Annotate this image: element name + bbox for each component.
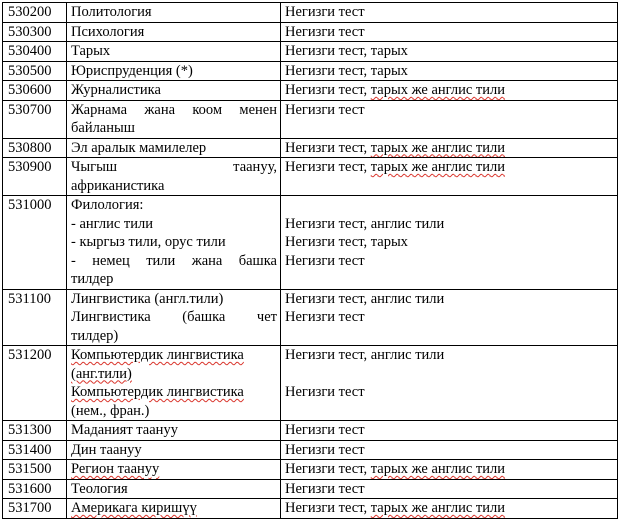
specialty-code: 530800 xyxy=(3,138,67,158)
specialty-code: 531200 xyxy=(3,346,67,421)
table-row xyxy=(3,196,618,290)
exam-requirement: Негизги тест, тарых же англис тили xyxy=(281,499,618,519)
table-row xyxy=(3,479,618,499)
specialty-code: 531300 xyxy=(3,421,67,441)
specialty-name: Филология: - англис тили - кыргыз тили, орус тили - немец тили жана башка тилдер xyxy=(67,196,281,290)
table-row xyxy=(3,61,618,81)
specialty-name: Компьютердик лингвистика (анг.тили) Компьютердик лингвистика (нем., фран.) xyxy=(67,346,281,421)
exam-requirement: Негизги тест, тарых же англис тили xyxy=(281,81,618,101)
specialty-code: 530500 xyxy=(3,61,67,81)
table-row xyxy=(3,346,618,421)
table-row xyxy=(3,3,618,23)
specialty-name: Эл аралык мамилелер xyxy=(67,138,281,158)
specialty-name: Жарнама жана коом менен байланыш xyxy=(67,100,281,138)
specialty-code: 530200 xyxy=(3,3,67,23)
exam-requirement: Негизги тест xyxy=(281,100,618,138)
specialty-name: Журналистика xyxy=(67,81,281,101)
exam-requirement: Негизги тест xyxy=(281,22,618,42)
table-row xyxy=(3,81,618,101)
exam-requirement: Негизги тест xyxy=(281,479,618,499)
exam-requirement: Негизги тест, англис тили Негизги тест xyxy=(281,346,618,421)
exam-requirement: Негизги тест, тарых xyxy=(281,42,618,62)
specialty-code: 530700 xyxy=(3,100,67,138)
table-row xyxy=(3,138,618,158)
table-row xyxy=(3,440,618,460)
specialty-name: Юриспруденция (*) xyxy=(67,61,281,81)
specialty-code: 530400 xyxy=(3,42,67,62)
table-row xyxy=(3,460,618,480)
exam-requirement: Негизги тест xyxy=(281,421,618,441)
specialty-name: Психология xyxy=(67,22,281,42)
specialty-code: 530300 xyxy=(3,22,67,42)
table-row xyxy=(3,100,618,138)
specialty-name: Политология xyxy=(67,3,281,23)
specialty-name: Америкага киришүү xyxy=(67,499,281,519)
exam-requirement: Негизги тест, тарых же англис тили xyxy=(281,460,618,480)
exam-requirement: Негизги тест xyxy=(281,3,618,23)
specialty-code: 530900 xyxy=(3,158,67,196)
specialty-code: 531600 xyxy=(3,479,67,499)
specialty-name: Регион таануу xyxy=(67,460,281,480)
specialty-code: 531000 xyxy=(3,196,67,290)
specialty-table xyxy=(2,2,618,519)
table-row xyxy=(3,42,618,62)
specialty-name: Тарых xyxy=(67,42,281,62)
table-row xyxy=(3,158,618,196)
exam-requirement: Негизги тест xyxy=(281,440,618,460)
specialty-code: 530600 xyxy=(3,81,67,101)
specialty-code: 531500 xyxy=(3,460,67,480)
specialty-code: 531100 xyxy=(3,289,67,346)
table-row xyxy=(3,289,618,346)
exam-requirement: Негизги тест, тарых же англис тили xyxy=(281,138,618,158)
table-row xyxy=(3,499,618,519)
specialty-name: Чыгыш таануу, африканистика xyxy=(67,158,281,196)
specialty-code: 531400 xyxy=(3,440,67,460)
exam-requirement: Негизги тест, англис тили Негизги тест, тарых Негизги тест xyxy=(281,196,618,290)
specialty-name: Лингвистика (англ.тили) Лингвистика (башка чет тилдер) xyxy=(67,289,281,346)
specialty-name: Маданият таануу xyxy=(67,421,281,441)
table-row xyxy=(3,22,618,42)
table-row xyxy=(3,421,618,441)
exam-requirement: Негизги тест, тарых же англис тили xyxy=(281,158,618,196)
specialty-name: Теология xyxy=(67,479,281,499)
specialty-name: Дин таануу xyxy=(67,440,281,460)
exam-requirement: Негизги тест, англис тили Негизги тест xyxy=(281,289,618,346)
exam-requirement: Негизги тест, тарых xyxy=(281,61,618,81)
specialty-code: 531700 xyxy=(3,499,67,519)
